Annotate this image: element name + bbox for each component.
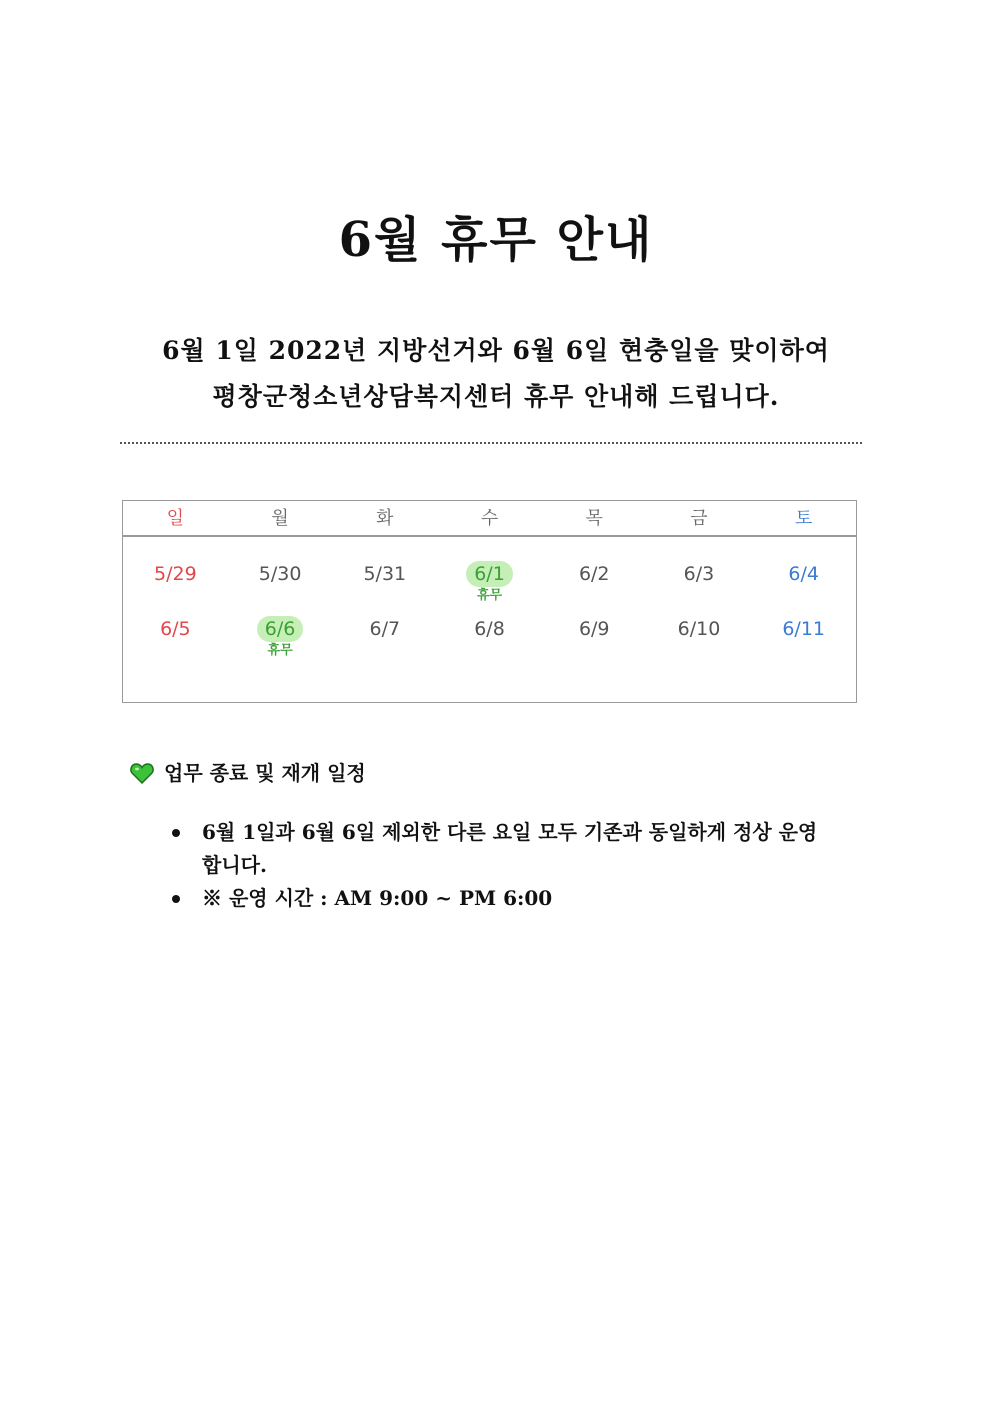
calendar-date: 6/9	[578, 618, 610, 640]
calendar-date: 5/31	[363, 563, 407, 585]
list-item-text: 6월 1일과 6월 6일 제외한 다른 요일 모두 기존과 동일하게 정상 운영합니다.	[202, 820, 818, 877]
holiday-calendar	[122, 500, 857, 703]
bullet-dot-icon	[172, 829, 180, 837]
calendar-date: 6/10	[677, 618, 721, 640]
calendar-weekday-header	[123, 501, 856, 537]
calendar-day	[228, 537, 333, 612]
calendar-date: 6/3	[683, 563, 715, 585]
weekday-sun: 일	[166, 508, 185, 529]
calendar-day	[751, 537, 856, 612]
calendar-date: 6/1	[466, 561, 513, 587]
section-heading-text: 업무 종료 및 재개 일정	[164, 761, 366, 785]
intro-text	[0, 328, 992, 420]
calendar-day	[332, 537, 437, 612]
list-item-text: ※ 운영 시간 : AM 9:00 ~ PM 6:00	[202, 886, 553, 910]
intro-line-2: 평창군청소년상담복지센터 휴무 안내해 드립니다.	[212, 382, 780, 411]
calendar-day-holiday	[437, 537, 542, 612]
dotted-divider	[120, 442, 862, 444]
calendar-day	[647, 537, 752, 612]
calendar-day	[542, 537, 647, 612]
schedule-list	[170, 816, 830, 915]
calendar-date: 6/11	[782, 618, 825, 640]
calendar-day	[647, 612, 752, 687]
calendar-week-2	[123, 612, 856, 687]
list-item	[170, 882, 830, 915]
calendar-date: 6/8	[474, 618, 505, 640]
calendar-date: 6/7	[369, 618, 401, 640]
weekday-mon: 월	[271, 508, 289, 529]
calendar-day	[123, 537, 228, 612]
calendar-date: 5/30	[258, 563, 302, 585]
calendar-day	[751, 612, 856, 687]
calendar-day-holiday	[228, 612, 333, 687]
weekday-fri: 금	[690, 508, 708, 529]
weekday-wed: 수	[480, 508, 499, 529]
weekday-thu: 목	[585, 508, 603, 529]
calendar-date: 5/29	[154, 563, 197, 585]
calendar-date: 6/6	[257, 616, 304, 642]
calendar-day	[332, 612, 437, 687]
weekday-sat: 토	[794, 508, 813, 529]
holiday-badge: 휴무	[267, 643, 293, 658]
green-heart-icon	[130, 762, 154, 784]
list-item	[170, 816, 830, 882]
bullet-dot-icon	[172, 895, 180, 903]
page-title: 6월 휴무 안내	[338, 212, 654, 268]
weekday-tue: 화	[376, 508, 394, 529]
holiday-badge: 휴무	[476, 588, 503, 603]
calendar-day	[542, 612, 647, 687]
section-heading	[130, 758, 366, 788]
calendar-day	[123, 612, 228, 687]
intro-line-1: 6월 1일 2022년 지방선거와 6월 6일 현충일을 맞이하여	[162, 336, 830, 365]
calendar-day	[437, 612, 542, 687]
calendar-date: 6/2	[578, 563, 610, 585]
calendar-date: 6/4	[788, 563, 819, 585]
calendar-date: 6/5	[160, 618, 191, 640]
calendar-week-1	[123, 537, 856, 612]
